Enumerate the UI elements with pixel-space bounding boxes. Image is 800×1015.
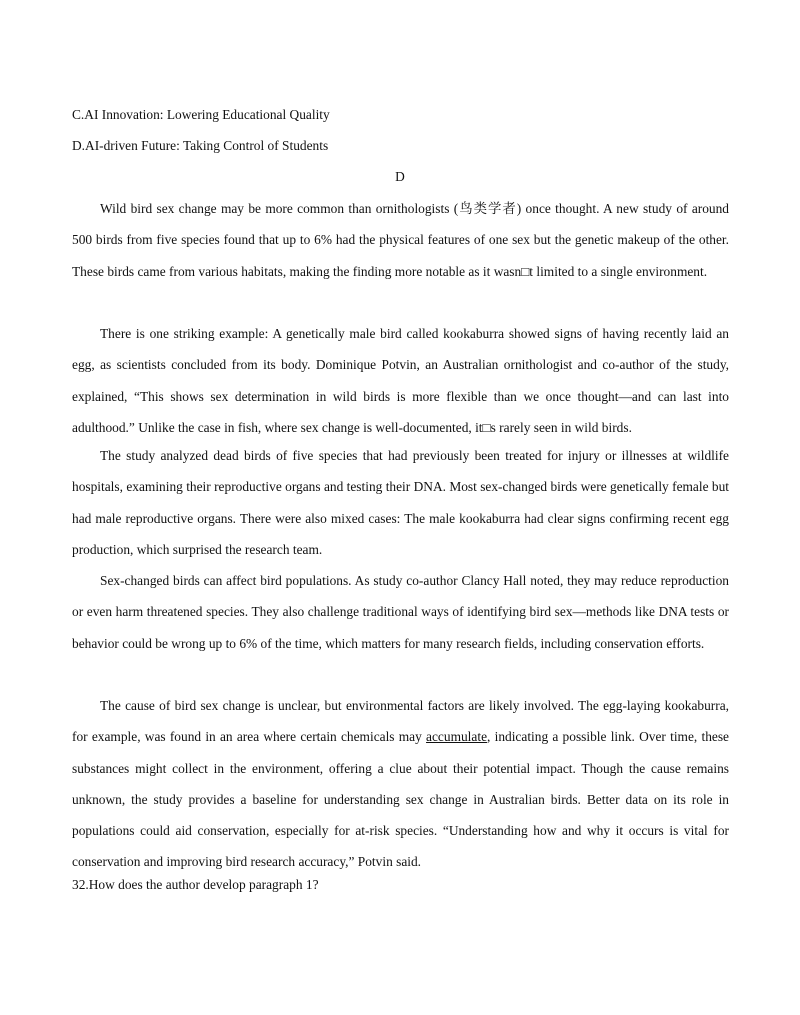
paragraph-3: The study analyzed dead birds of five species that had previously been treated for injury or illnesses at wildlife hospitals, examining their reproductive organs and testing their DNA. Most sex-changed birds were genetically female but had male reproductive organs. There were also mixed cases: The male kookaburra had clear signs confirming recent egg production, which surprised the research team. [72,448,729,557]
paragraph-1: Wild bird sex change may be more common than ornithologists (鸟类学者) once thought. A new study of around 500 birds from five species found that up to 6% had the physical features of one sex but the genetic makeup of the other. These birds came from various habitats, making the finding more notable as it wasn□t limited to a single environment. [72,201,729,279]
underlined-word: accumulate [426,729,488,745]
option-c: C.AI Innovation: Lowering Educational Quality [72,107,330,122]
paragraph-2: There is one striking example: A genetically male bird called kookaburra showed signs of having recently laid an egg, as scientists concluded from its body. Dominique Potvin, an Australian ornithologist and co-author of the study, explained, “This shows sex determination in wild birds is more flexible than we once thought—and can last into adulthood.” Unlike the case in fish, where sex change is well-documented, it□s rarely seen in wild birds. [72,326,729,435]
paragraph-5 [72,690,729,878]
paragraph-5-text-before: The cause of bird sex change is unclear, but environmental factors are likely involved. The egg-laying kookaburra, for example, was found in an area where certain chemicals may [72,698,729,745]
paragraph-5-text-after: , indicating a possible link. Over time, these substances might collect in the environment, offering a clue about their potential impact. Though the cause remains unknown, the study provides a baseline for understanding sex change in Australian birds. Better data on its role in populations could aid conservation, especially for at-risk species. “Understanding how and why it occurs is vital for conservation and improving bird research accuracy,” Potvin said. [72,729,730,870]
section-label: D [395,169,405,184]
option-d: D.AI-driven Future: Taking Control of Students [72,138,329,153]
question-32: 32.How does the author develop paragraph 1? [72,877,319,892]
paragraph-4: Sex-changed birds can affect bird populations. As study co-author Clancy Hall noted, they may reduce reproduction or even harm threatened species. They also challenge traditional ways of identifying bird sex—methods like DNA tests or behavior could be wrong up to 6% of the time, which matters for many research fields, including conservation efforts. [72,573,729,651]
